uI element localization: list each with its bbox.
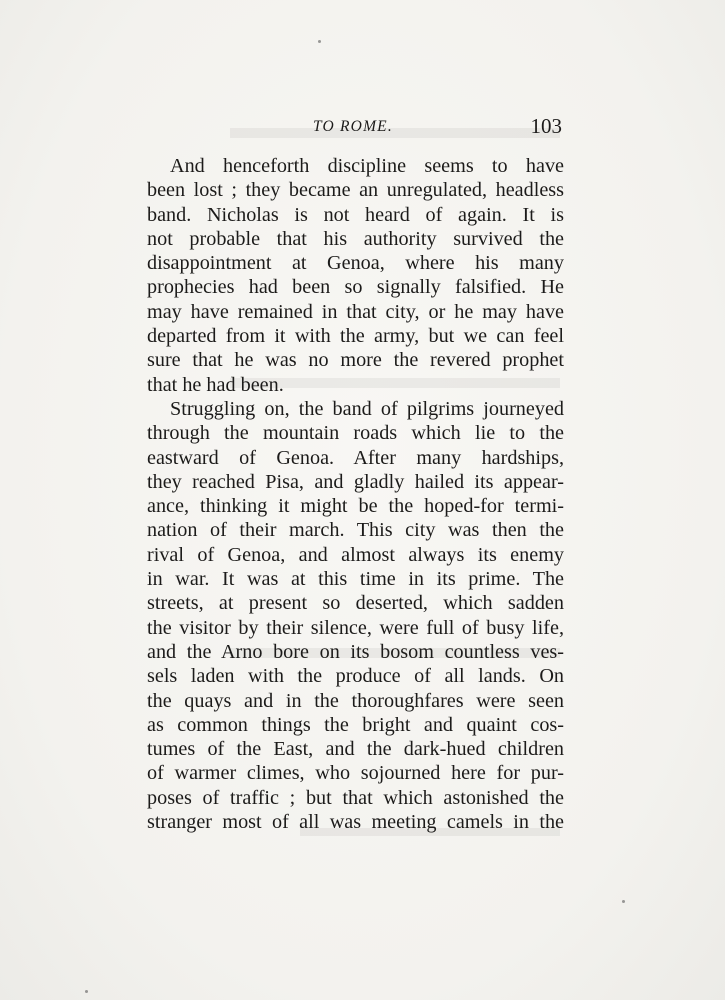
text-line: And henceforth discipline seems to have <box>170 155 564 177</box>
running-head: TO ROME. <box>313 118 393 135</box>
text-line: disappointment at Genoa, where his many <box>147 252 564 275</box>
text-line: been lost ; they became an unregulated, headless <box>147 179 564 202</box>
text-line: departed from it with the army, but we can feel <box>147 325 564 348</box>
text-line: of warmer climes, who sojourned here for pur- <box>147 762 564 785</box>
text-line: prophecies had been so signally falsified. He <box>147 276 564 299</box>
text-line: that he had been. <box>147 373 284 396</box>
paper-speck <box>85 990 88 993</box>
page-header <box>147 114 564 140</box>
text-line: streets, at present so deserted, which sadden <box>147 592 564 615</box>
text-line: in war. It was at this time in its prime. The <box>147 568 564 591</box>
text-line: and the Arno bore on its bosom countless ves- <box>147 640 564 663</box>
text-line: tumes of the East, and the dark-hued children <box>147 738 564 761</box>
text-line: may have remained in that city, or he may have <box>147 300 564 323</box>
text-line: stranger most of all was meeting camels in the <box>147 811 564 834</box>
paper-speck <box>318 40 321 43</box>
text-line: the visitor by their silence, were full of busy life, <box>147 616 564 639</box>
paragraph-1 <box>147 154 564 397</box>
page-number: 103 <box>530 114 562 138</box>
text-line: ance, thinking it might be the hoped-for termi- <box>147 495 564 518</box>
body-text <box>147 154 564 834</box>
text-line: nation of their march. This city was then the <box>147 519 564 542</box>
text-line: not probable that his authority survived the <box>147 227 564 250</box>
text-line: eastward of Genoa. After many hardships, <box>147 446 564 469</box>
paper-speck <box>622 900 625 903</box>
text-line: through the mountain roads which lie to the <box>147 422 564 445</box>
text-line: sels laden with the produce of all lands. On <box>147 665 564 688</box>
paragraph-2 <box>147 397 564 834</box>
text-line: sure that he was no more the revered prophet <box>147 349 564 372</box>
text-line: band. Nicholas is not heard of again. It is <box>147 203 564 226</box>
text-line: poses of traffic ; but that which astonished the <box>147 786 564 809</box>
text-line: they reached Pisa, and gladly hailed its appear- <box>147 470 564 493</box>
text-line: rival of Genoa, and almost always its enemy <box>147 543 564 566</box>
text-line: Struggling on, the band of pilgrims journeyed <box>170 397 564 420</box>
text-line: as common things the bright and quaint cos- <box>147 713 564 736</box>
text-line: the quays and in the thoroughfares were seen <box>147 689 564 712</box>
